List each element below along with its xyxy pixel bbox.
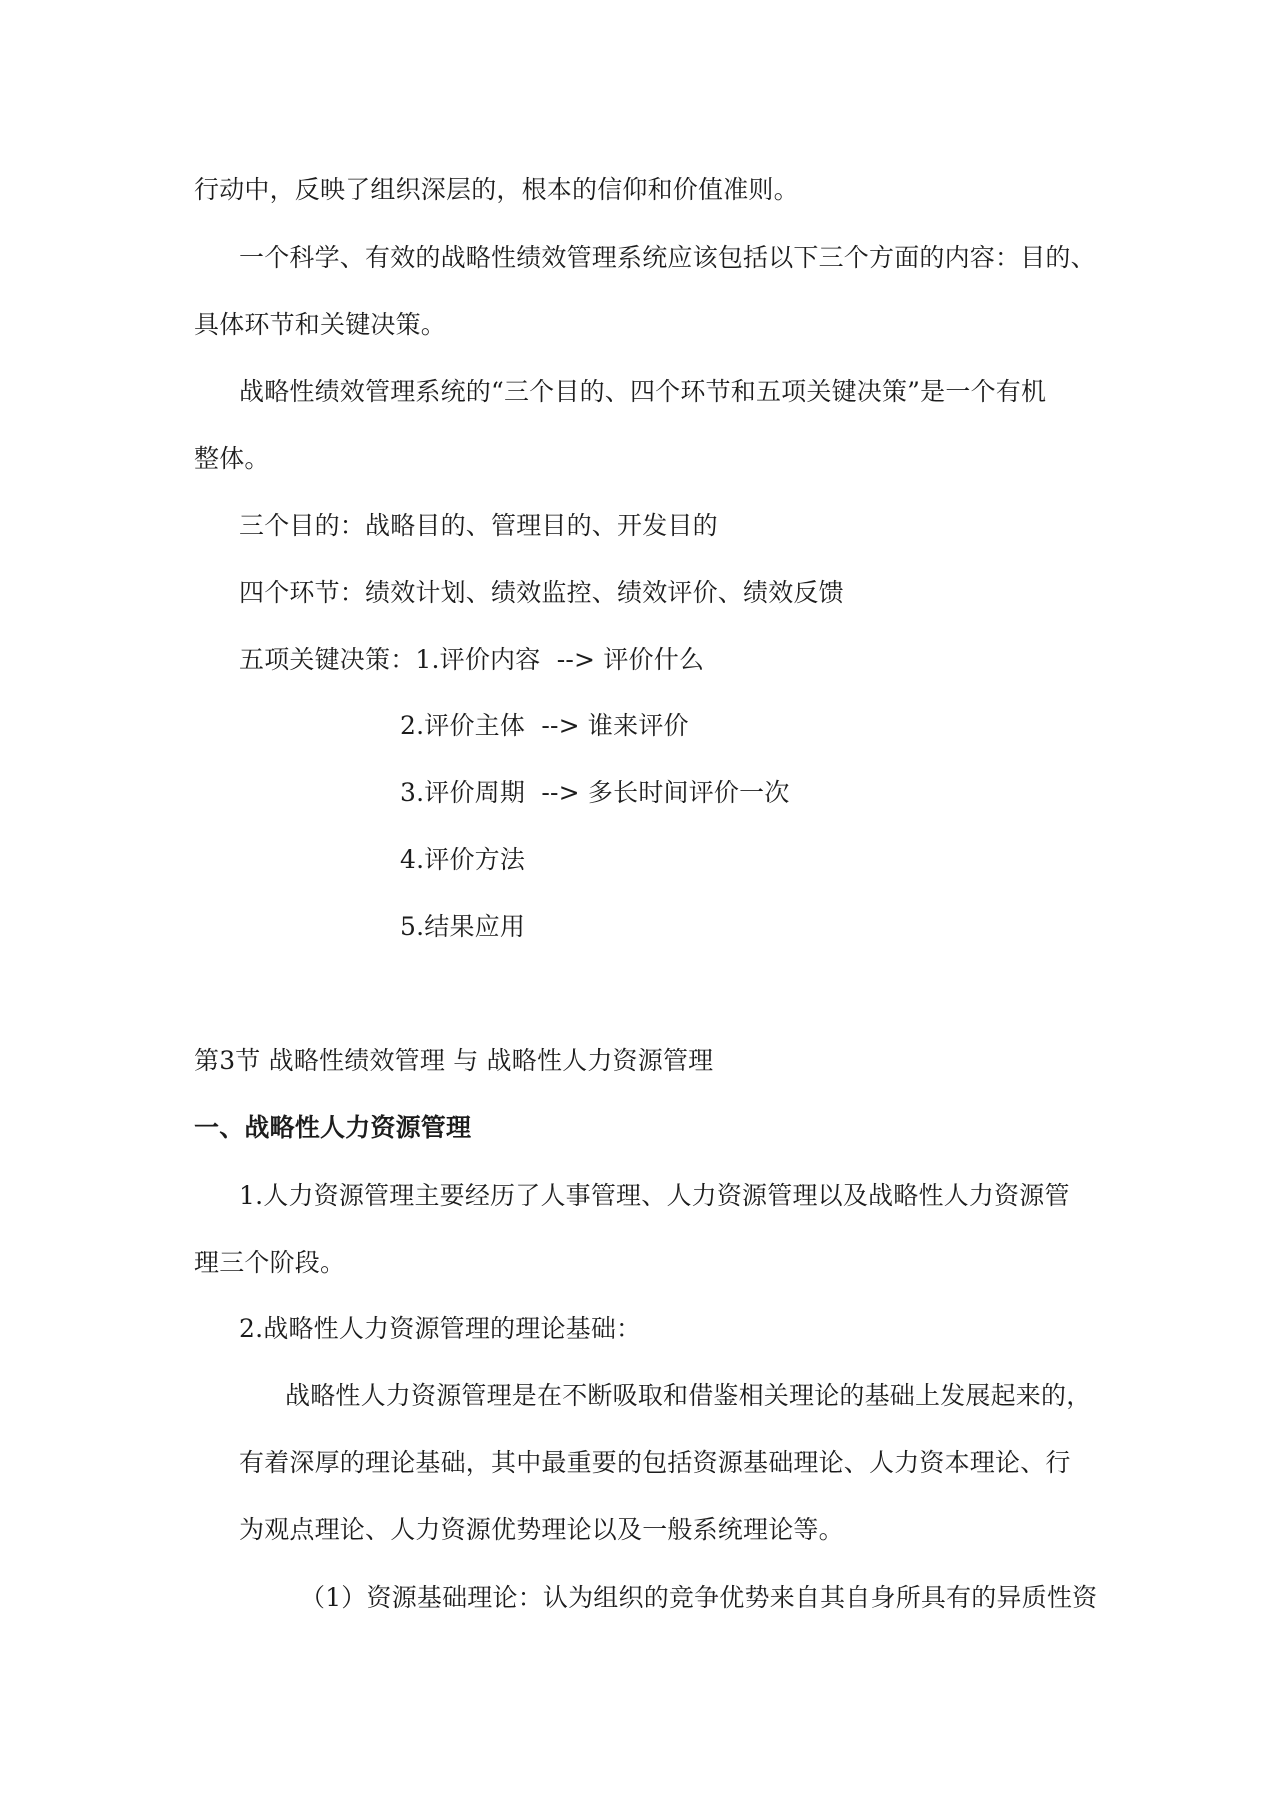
point2-body-line-2: 有着深厚的理论基础，其中最重要的包括资源基础理论、人力资本理论、行 (239, 1448, 1071, 1477)
point2-body-line-1: 战略性人力资源管理是在不断吸取和借鉴相关理论的基础上发展起来的， (285, 1381, 1092, 1410)
continuation-line: 行动中，反映了组织深层的，根本的信仰和价值准则。 (194, 175, 799, 204)
theory1-line: （1）资源基础理论：认为组织的竞争优势来自其自身所具有的异质性资 (300, 1583, 1098, 1612)
point1-line-2: 理三个阶段。 (194, 1248, 346, 1277)
decision-item-3: 3.评价周期 --> 多长时间评价一次 (400, 778, 790, 807)
point2-title: 2.战略性人力资源管理的理论基础： (239, 1314, 642, 1343)
decision-item-4: 4.评价方法 (400, 845, 526, 874)
five-decisions-lead: 五项关键决策： (239, 645, 416, 674)
system-whole-line-1: 战略性绩效管理系统的“三个目的、四个环节和五项关键决策”是一个有机 (239, 377, 1047, 406)
section-heading: 一、战略性人力资源管理 (194, 1113, 472, 1142)
decision-item-1: 1.评价内容 --> 评价什么 (415, 645, 705, 674)
point2-body-line-3: 为观点理论、人力资源优势理论以及一般系统理论等。 (239, 1515, 844, 1544)
system-intro-line-1: 一个科学、有效的战略性绩效管理系统应该包括以下三个方面的内容：目的、 (239, 243, 1096, 272)
point1-line-1: 1.人力资源管理主要经历了人事管理、人力资源管理以及战略性人力资源管 (239, 1181, 1070, 1210)
system-whole-line-2: 整体。 (194, 444, 270, 473)
three-purposes-line: 三个目的：战略目的、管理目的、开发目的 (239, 511, 718, 540)
decision-item-5: 5.结果应用 (400, 912, 526, 941)
system-intro-line-2: 具体环节和关键决策。 (194, 310, 447, 339)
decision-item-2: 2.评价主体 --> 谁来评价 (400, 711, 689, 740)
four-stages-line: 四个环节：绩效计划、绩效监控、绩效评价、绩效反馈 (239, 578, 844, 607)
section-title: 第3节 战略性绩效管理 与 战略性人力资源管理 (194, 1046, 714, 1075)
five-decisions-line (239, 643, 704, 677)
